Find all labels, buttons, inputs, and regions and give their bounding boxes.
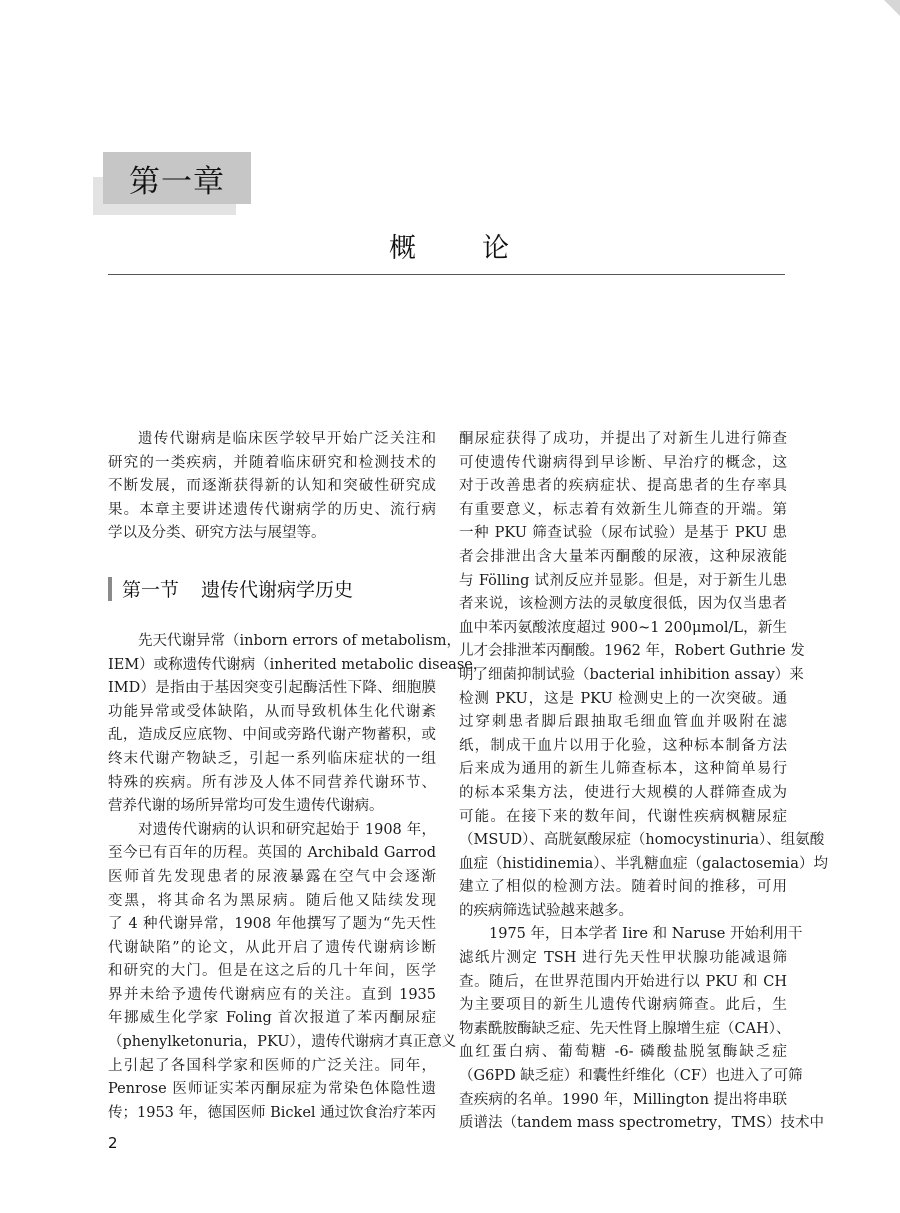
text-line: 乱，造成反应底物、中间或旁路代谢产物蓄积，或 [108, 727, 436, 744]
text-line: 与 Fölling 试剂反应并显影。但是，对于新生儿患 [459, 572, 787, 589]
section-number: 第一节 [122, 579, 180, 602]
text-line: 查。随后，在世界范围内开始进行以 PKU 和 CH [459, 973, 787, 990]
paragraph [108, 630, 488, 819]
paragraph [459, 428, 828, 923]
text-line: 过穿刺患者脚后跟抽取毛细血管血并吸附在滤 [459, 714, 787, 731]
text-line: IMD）是指由于基因突变引起酶活性下降、细胞膜 [108, 680, 436, 697]
text-line: 者来说，该检测方法的灵敏度很低，因为仅当患者 [459, 596, 787, 613]
paragraph [459, 923, 825, 1135]
text-line: 血中苯丙氨酸浓度超过 900~1 200μmol/L，新生 [459, 619, 787, 636]
text-line: 酮尿症获得了成功，并提出了对新生儿进行筛查 [459, 431, 787, 447]
text-line: 后来成为通用的新生儿筛查标本，这种简单易行 [459, 761, 787, 778]
text-line: 先天代谢异常（inborn errors of metabolism， [138, 632, 462, 649]
text-line: 年挪威生化学家 Foling 首次报道了苯丙酮尿症 [108, 1010, 436, 1027]
text-line: 了 4 种代谢异常，1908 年他撰写了题为“先天性 [108, 916, 436, 933]
text-line: 营养代谢的场所异常均可发生遗传代谢病。 [108, 798, 384, 815]
text-line: 至今已有百年的历程。英国的 Archibald Garrod [108, 845, 436, 862]
text-line: 有重要意义，标志着有效新生儿筛查的开端。第 [459, 501, 787, 518]
section-heading [108, 562, 436, 616]
text-line: 者会排泄出含大量苯丙酮酸的尿液，这种尿液能 [459, 548, 787, 565]
text-line: 的疾病筛选试验越来越多。 [459, 902, 633, 919]
text-line: 可能。在接下来的数年间，代谢性疾病枫糖尿症 [459, 808, 787, 825]
text-line: 研究的一类疾病，并随着临床研究和检测技术的 [108, 454, 436, 471]
text-line: 的标本采集方法，使进行大规模的人群筛查成为 [459, 784, 787, 801]
text-line: 医师首先发现患者的尿液暴露在空气中会逐渐 [108, 868, 436, 885]
text-line: 血红蛋白病、葡萄糖 -6- 磷酸盐脱氢酶缺乏症 [459, 1044, 787, 1061]
text-line: （phenylketonuria，PKU），遗传代谢病才真正意义 [108, 1034, 457, 1051]
text-line: 检测 PKU，这是 PKU 检测史上的一次突破。通 [459, 690, 787, 707]
text-line: 功能异常或受体缺陷，从而导致机体生化代谢紊 [108, 703, 436, 720]
text-line: 建立了相似的检测方法。随着时间的推移，可用 [459, 879, 787, 896]
text-line: 1975 年，日本学者 Iire 和 Naruse 开始利用干 [489, 926, 803, 943]
text-line: 血症（histidinemia）、半乳糖血症（galactosemia）均 [459, 855, 828, 872]
text-line: 儿才会排泄苯丙酮酸。1962 年，Robert Guthrie 发 [459, 643, 805, 660]
paragraph [108, 819, 457, 1126]
text-line: 特殊的疾病。所有涉及人体不同营养代谢环节、 [108, 774, 436, 791]
text-line: 可使遗传代谢病得到早诊断、早治疗的概念，这 [459, 454, 787, 471]
chapter-label-box [103, 152, 251, 204]
text-line: 对于改善患者的疾病症状、提高患者的生存率具 [459, 478, 787, 495]
intro-paragraph [108, 428, 436, 546]
text-line: 和研究的大门。但是在这之后的几十年间，医学 [108, 963, 436, 980]
text-line: 学以及分类、研究方法与展望等。 [108, 525, 326, 542]
text-line: 遗传代谢病是临床医学较早开始广泛关注和 [138, 431, 436, 447]
text-line: 质谱法（tandem mass spectrometry，TMS）技术中 [459, 1115, 825, 1132]
page-number: 2 [108, 1134, 118, 1152]
page-title-word-1: 概 [389, 233, 418, 264]
text-line: 查疾病的名单。1990 年，Millington 提出将串联 [459, 1091, 787, 1108]
section-title: 遗传代谢病学历史 [201, 579, 354, 602]
left-column [108, 428, 488, 1125]
text-line: 滤纸片测定 TSH 进行先天性甲状腺功能减退筛 [459, 950, 787, 967]
page-title [0, 226, 900, 265]
corner-marker-icon [884, 0, 900, 16]
text-line: 界并未给予遗传代谢病应有的关注。直到 1935 [108, 986, 436, 1003]
text-line: 对遗传代谢病的认识和研究起始于 1908 年， [138, 821, 436, 838]
text-line: Penrose 医师证实苯丙酮尿症为常染色体隐性遗 [108, 1081, 436, 1098]
text-line: （G6PD 缺乏症）和囊性纤维化（CF）也进入了可筛 [459, 1068, 803, 1085]
text-line: 明了细菌抑制试验（bacterial inhibition assay）来 [459, 666, 804, 683]
right-column [459, 428, 828, 1136]
text-line: 传；1953 年，德国医师 Bickel 通过饮食治疗苯丙 [108, 1104, 437, 1121]
text-line: 一种 PKU 筛查试验（尿布试验）是基于 PKU 患 [459, 525, 787, 542]
text-line: 不断发展，而逐渐获得新的认知和突破性研究成 [108, 478, 436, 495]
text-line: 代谢缺陷”的论文，从此开启了遗传代谢病诊断 [108, 939, 436, 956]
chapter-label: 第一章 [129, 163, 225, 200]
text-line: IEM）或称遗传代谢病（inherited metabolic disease， [108, 656, 488, 673]
text-line: （MSUD）、高胱氨酸尿症（homocystinuria）、组氨酸 [459, 832, 825, 849]
text-line: 终末代谢产物缺乏，引起一系列临床症状的一组 [108, 750, 436, 767]
text-line: 纸，制成干血片以用于化验，这种标本制备方法 [459, 737, 787, 754]
title-divider [108, 274, 785, 275]
text-line: 上引起了各国科学家和医师的广泛关注。同年， [108, 1057, 436, 1074]
text-line: 变黑，将其命名为黑尿病。随后他又陆续发现 [108, 892, 436, 909]
text-line: 物素酰胺酶缺乏症、先天性肾上腺增生症（CAH）、 [459, 1020, 791, 1037]
text-line: 为主要项目的新生儿遗传代谢病筛查。此后，生 [459, 997, 787, 1014]
text-line: 果。本章主要讲述遗传代谢病学的历史、流行病 [108, 501, 436, 518]
page-title-word-2: 论 [482, 233, 511, 264]
section-heading-bar [108, 577, 112, 601]
